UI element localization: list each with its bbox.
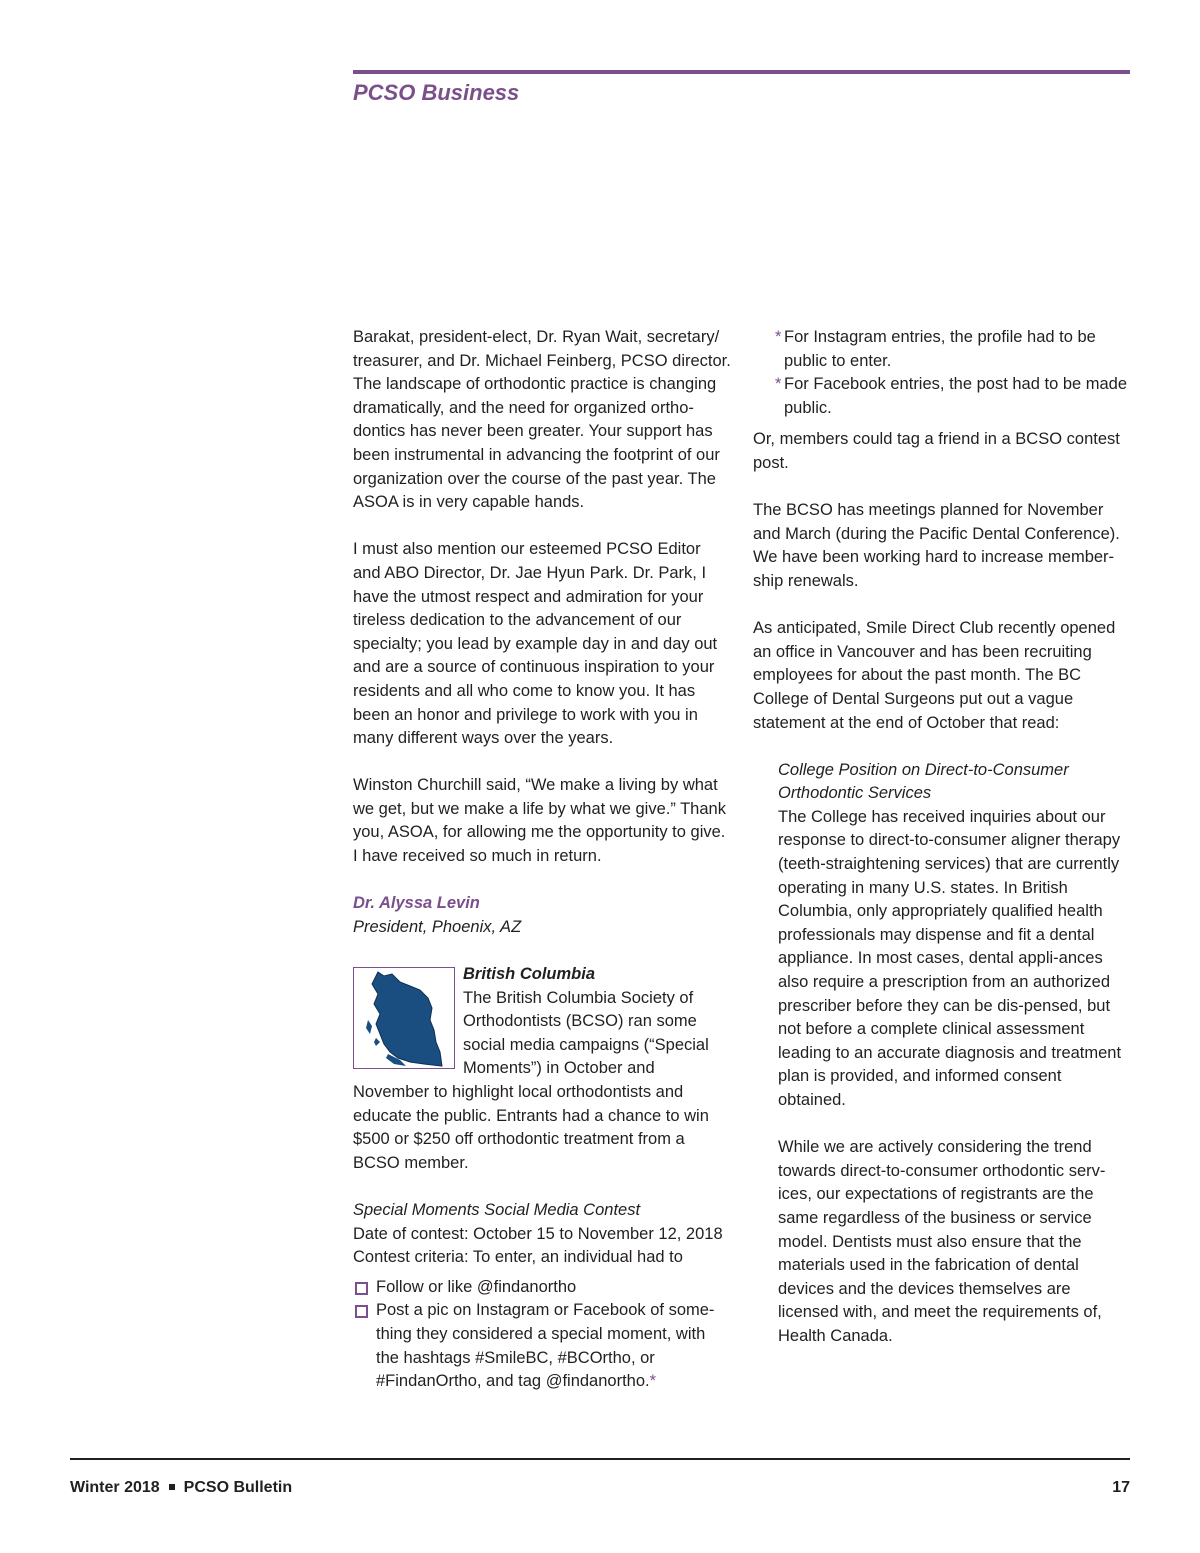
footer-rule [70,1458,1130,1460]
list-item: * For Facebook entries, the post had to be made public. [775,375,1128,417]
right-column [753,326,1131,1349]
paragraph-meetings: The BCSO has meetings planned for November and March (during the Pacific Dental Conference). We have been working hard to increase member-ship renewals. [753,501,1120,590]
list-item: Post a pic on Instagram or Facebook of some-thing they considered a special moment, with the hashtags #SmileBC, #BCOrtho, or #FindanOrtho, and tag @findanortho.* [353,1299,731,1393]
footnote-asterisk: * [649,1372,657,1391]
british-columbia-heading: British Columbia [463,965,596,984]
footer-issue: Winter 2018 [70,1479,160,1496]
page-number: 17 [1112,1479,1130,1496]
list-item: Follow or like @findanortho [353,1276,731,1300]
note-asterisk: * [775,375,782,394]
british-columbia-body: The British Columbia Society of Orthodontists (BCSO) ran some social media campaigns (“Special Moments”) in October and November to highlight local orthodontists and educate the public. Entrants had a chance to win $500 or $250 off orthodontic treatment from a BCSO member. [353,988,709,1172]
paragraph-churchill-quote: Winston Churchill said, “We make a living by what we get, but we make a life by what we give.” Thank you, ASOA, for allowing me the opportunity to give. I have received so much in return. [353,776,726,866]
quote-heading: College Position on Direct-to-Consumer Orthodontic Services [778,760,1069,803]
header-rule [353,70,1130,74]
contest-heading: Special Moments Social Media Contest [353,1200,641,1219]
paragraph-editor-tribute: I must also mention our esteemed PCSO Editor and ABO Director, Dr. Jae Hyun Park. Dr. Park, I have the utmost respect and admiration for your tireless dedication to the advancement of our specialty; you lead by example day in and day out and are a source of continuous inspiration to your residents and all who come to know you. It has been an honor and privilege to work with you in many different ways over the years. [353,540,718,748]
footer-publication-name: PCSO Bulletin [183,1479,293,1496]
separator-square-icon [169,1484,175,1490]
quote-paragraph: The College has received inquiries about our response to direct-to-consumer aligner therapy (teeth-straightening services) that are currently operating in many U.S. states. In British Columbia, only appropriately qualified health professionals may dispense and fit a dental appliance. In most cases, dental appli-ances also require a prescription from an authorized prescriber before they can be dis-pensed, but not before a complete clinical assessment leading to an accurate diagnosis and treatment plan is provided, and informed consent obtained. [778,807,1122,1109]
entry-notes [753,326,1131,420]
college-statement-quote [753,759,1131,1349]
contest-date: Date of contest: October 15 to November 12, 2018 [353,1224,723,1243]
quote-paragraph: While we are actively considering the trend towards direct-to-consumer orthodontic serv-ices, our expectations of registrants are the same regardless of the business or service model. Dentists must also ensure that the materials used in the fabrication of dental devices and the devices themselves are licensed with, and meet the requirements of, Health Canada. [778,1138,1106,1345]
checkbox-icon [355,1282,368,1295]
signature-title: President, Phoenix, AZ [353,917,522,936]
checkbox-icon [355,1305,368,1318]
paragraph-smile-direct: As anticipated, Smile Direct Club recently opened an office in Vancouver and has been recruiting employees for about the past month. The BC College of Dental Surgeons put out a vague statement at the end of October that read: [753,619,1116,732]
contest-checklist [353,1276,731,1394]
british-columbia-section [353,963,731,1175]
contest-criteria: Contest criteria: To enter, an individual had to [353,1248,683,1267]
section-title: PCSO Business [353,80,520,105]
note-asterisk: * [775,328,782,346]
british-columbia-map-icon [353,967,455,1069]
footer-publication [70,1479,292,1497]
paragraph-tag-friend: Or, members could tag a friend in a BCSO contest post. [753,430,1120,472]
signature-name: Dr. Alyssa Levin [353,894,480,913]
list-item: * For Instagram entries, the profile had to be public to enter. [775,328,1096,370]
paragraph-officers: Barakat, president-elect, Dr. Ryan Wait, secretary/ treasurer, and Dr. Michael Feinberg, PCSO director. The landscape of orthodontic practice is changing dramatically, and the need for organized ortho-dontics has never been greater. Your support has been instrumental in advancing the footprint of our organization over the course of the past year. The ASOA is in very capable hands. [353,328,731,512]
left-column [353,326,731,1394]
